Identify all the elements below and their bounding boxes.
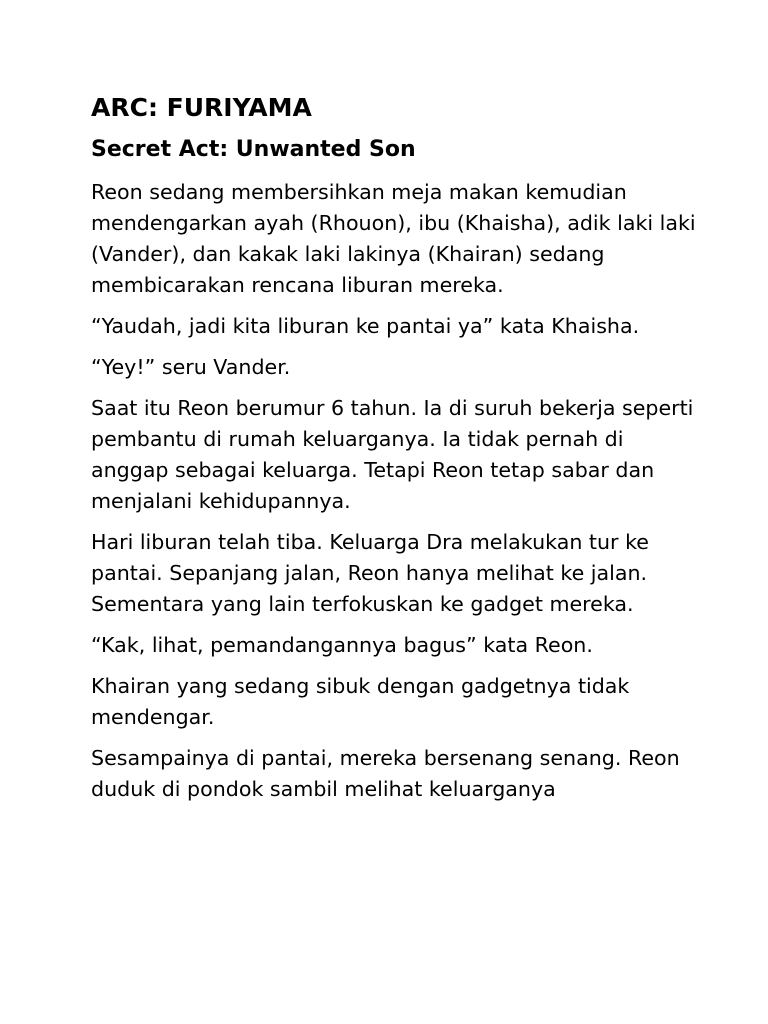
paragraph-4: Saat itu Reon berumur 6 tahun. Ia di suruh bekerja seperti pembantu di rumah keluarganya. Ia tidak pernah di anggap sebagai keluarga. Tetapi Reon tetap sabar dan menjalani kehidupannya.: [91, 396, 694, 513]
paragraph-5: Hari liburan telah tiba. Keluarga Dra melakukan tur ke pantai. Sepanjang jalan, Reon hanya melihat ke jalan. Sementara yang lain terfokuskan ke gadget mereka.: [91, 530, 649, 616]
paragraph-6: “Kak, lihat, pemandangannya bagus” kata Reon.: [91, 633, 593, 657]
paragraph-7: Khairan yang sedang sibuk dengan gadgetnya tidak mendengar.: [91, 674, 630, 729]
chapter-title: Secret Act: Unwanted Son: [91, 137, 416, 162]
paragraph-3: “Yey!” seru Vander.: [91, 355, 291, 379]
paragraph-2: “Yaudah, jadi kita liburan ke pantai ya” kata Khaisha.: [91, 314, 640, 338]
arc-title: ARC: FURIYAMA: [91, 93, 312, 122]
paragraph-8: Sesampainya di pantai, mereka bersenang senang. Reon duduk di pondok sambil melihat keluarganya: [91, 746, 680, 801]
paragraph-1: Reon sedang membersihkan meja makan kemudian mendengarkan ayah (Rhouon), ibu (Khaisha), adik laki laki (Vander), dan kakak laki lakinya (Khairan) sedang membicarakan rencana liburan mereka.: [91, 180, 696, 297]
